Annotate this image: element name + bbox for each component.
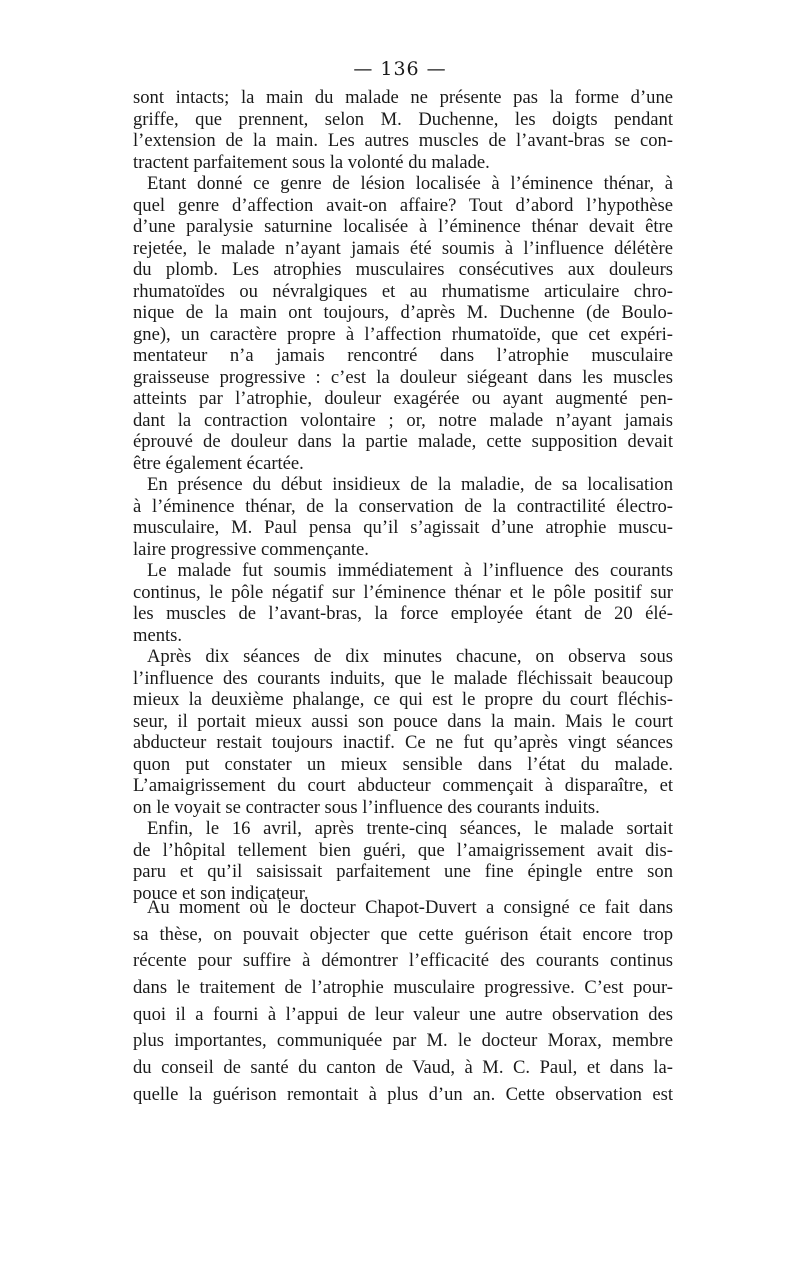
text-line: du conseil de santé du canton de Vaud, à M. C. Paul, et dans la- <box>133 1057 673 1079</box>
text-line: laire progressive commençante. <box>133 538 369 560</box>
text-line: gne), un caractère propre à l’affection rhumatoïde, que cet expéri- <box>133 323 673 345</box>
body-text-top <box>133 87 673 904</box>
text-line: seur, il portait mieux aussi son pouce dans la main. Mais le court <box>133 710 673 732</box>
text-line: Enfin, le 16 avril, après trente-cinq séances, le malade sortait <box>147 818 673 839</box>
text-line: En présence du début insidieux de la maladie, de sa localisation <box>147 474 673 495</box>
text-line: à l’éminence thénar, de la conservation de la contractilité électro- <box>133 495 673 517</box>
text-line: quel genre d’affection avait-on affaire? Tout d’abord l’hypothèse <box>133 194 673 216</box>
text-line: abducteur restait toujours inactif. Ce ne fut qu’après vingt séances <box>133 732 673 753</box>
text-line: quelle la guérison remontait à plus d’un an. Cette observation est <box>133 1083 673 1105</box>
text-line: on le voyait se contracter sous l’influence des courants induits. <box>133 796 600 818</box>
text-line: nique de la main ont toujours, d’après M. Duchenne (de Boulo- <box>133 302 673 323</box>
text-line: Etant donné ce genre de lésion localisée à l’éminence thénar, à <box>147 173 673 194</box>
text-line: rhumatoïdes ou névralgiques et au rhumatisme articulaire chro- <box>133 280 673 302</box>
text-line: graisseuse progressive : c’est la douleur siégeant dans les muscles <box>133 366 673 388</box>
text-line: Le malade fut soumis immédiatement à l’influence des courants <box>147 560 673 581</box>
text-line: l’extension de la main. Les autres muscles de l’avant-bras se con- <box>133 130 673 151</box>
text-line: Après dix séances de dix minutes chacune, on observa sous <box>147 646 673 667</box>
text-line: mentateur n’a jamais rencontré dans l’atrophie musculaire <box>133 345 673 366</box>
text-line: plus importantes, communiquée par M. le docteur Morax, membre <box>133 1030 673 1052</box>
text-line: mieux la deuxième phalange, ce qui est le propre du court fléchis- <box>133 689 673 710</box>
text-line: récente pour suffire à démontrer l’efficacité des courants continus <box>133 950 673 972</box>
text-line: Au moment où le docteur Chapot-Duvert a consigné ce fait dans <box>147 897 673 918</box>
text-line: rejetée, le malade n’ayant jamais été soumis à l’influence délétère <box>133 237 673 259</box>
text-line: dans le traitement de l’atrophie musculaire progressive. C’est pour- <box>133 977 673 999</box>
body-text-bottom <box>133 895 673 1109</box>
text-line: paru et qu’il saisissait parfaitement une fine épingle entre son <box>133 861 673 882</box>
text-line: sont intacts; la main du malade ne présente pas la forme d’une <box>133 87 673 108</box>
text-line: tractent parfaitement sous la volonté du malade. <box>133 151 490 173</box>
text-line: pouce et son indicateur. <box>133 882 309 904</box>
text-line: l’influence des courants induits, que le malade fléchissait beaucoup <box>133 667 673 689</box>
page-number: — 136 — <box>353 58 447 80</box>
text-line: d’une paralysie saturnine localisée à l’éminence thénar devait être <box>133 216 673 237</box>
text-line: éprouvé de douleur dans la partie malade, cette supposition devait <box>133 431 673 452</box>
text-line: les muscles de l’avant-bras, la force employée étant de 20 élé- <box>133 603 673 624</box>
text-line: quon put constater un mieux sensible dans l’état du malade. <box>133 753 673 775</box>
text-line: L’amaigrissement du court abducteur commençait à disparaître, et <box>133 775 673 796</box>
text-line: du plomb. Les atrophies musculaires consécutives aux douleurs <box>133 259 673 280</box>
text-line: être également écartée. <box>133 452 304 474</box>
text-line: dant la contraction volontaire ; or, notre malade n’ayant jamais <box>133 409 673 431</box>
text-line: griffe, que prennent, selon M. Duchenne, les doigts pendant <box>133 108 673 130</box>
text-line: atteints par l’atrophie, douleur exagérée ou ayant augmenté pen- <box>133 388 673 409</box>
text-line: musculaire, M. Paul pensa qu’il s’agissait d’une atrophie muscu- <box>133 517 673 538</box>
text-line: continus, le pôle négatif sur l’éminence thénar et le pôle positif sur <box>133 581 673 603</box>
text-line: de l’hôpital tellement bien guéri, que l’amaigrissement avait dis- <box>133 839 673 861</box>
text-line: quoi il a fourni à l’appui de leur valeur une autre observation des <box>133 1003 673 1025</box>
text-line: sa thèse, on pouvait objecter que cette guérison était encore trop <box>133 923 673 945</box>
text-line: ments. <box>133 624 183 646</box>
